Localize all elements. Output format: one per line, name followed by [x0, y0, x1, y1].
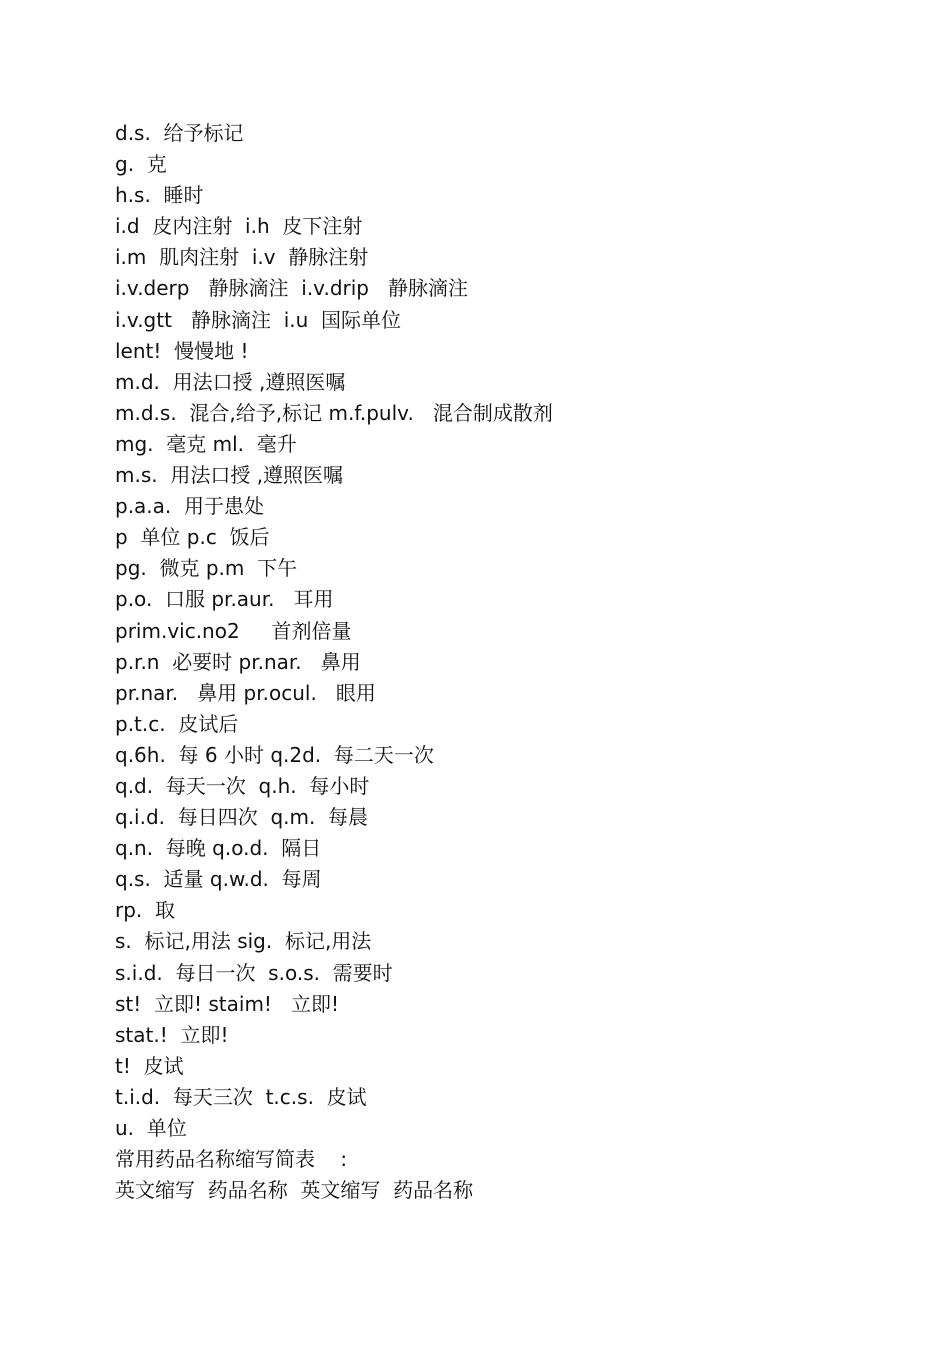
text-line: i.v.gtt 静脉滴注 i.u 国际单位 — [115, 307, 402, 332]
text-line: q.6h. 每 6 小时 q.2d. 每二天一次 — [115, 742, 434, 767]
text-line: t! 皮试 — [115, 1053, 184, 1078]
text-line: q.n. 每晚 q.o.d. 隔日 — [115, 836, 322, 861]
text-line: rp. 取 — [115, 898, 175, 923]
text-line: stat.! 立即! — [115, 1022, 229, 1047]
text-line: p 单位 p.c 饭后 — [115, 525, 270, 550]
text-line: u. 单位 — [115, 1116, 187, 1140]
text-line: p.r.n 必要时 pr.nar. 鼻用 — [115, 649, 361, 674]
text-line: i.m 肌肉注射 i.v 静脉注射 — [115, 245, 369, 270]
text-line: lent! 慢慢地 ! — [115, 338, 249, 363]
text-line: pr.nar. 鼻用 pr.ocul. 眼用 — [115, 680, 376, 705]
text-line: h.s. 睡时 — [115, 183, 204, 208]
text-line: t.i.d. 每天三次 t.c.s. 皮试 — [115, 1084, 367, 1109]
text-line: q.i.d. 每日四次 q.m. 每晨 — [115, 805, 369, 830]
text-line: pg. 微克 p.m 下午 — [115, 556, 298, 581]
text-line: mg. 毫克 ml. 毫升 — [115, 431, 297, 456]
text-line: p.t.c. 皮试后 — [115, 711, 239, 736]
text-line: p.o. 口服 pr.aur. 耳用 — [115, 587, 334, 612]
text-line: m.s. 用法口授 ,遵照医嘱 — [115, 463, 344, 488]
text-line: i.v.derp 静脉滴注 i.v.drip 静脉滴注 — [115, 276, 469, 301]
text-line: g. 克 — [115, 152, 167, 177]
text-line: prim.vic.no2 首剂倍量 — [115, 618, 352, 643]
table-header-row: 英文缩写 药品名称 英文缩写 药品名称 — [115, 1178, 474, 1203]
text-line: d.s. 给予标记 — [115, 121, 244, 145]
text-line: i.d 皮内注射 i.h 皮下注射 — [115, 214, 363, 239]
text-line: s.i.d. 每日一次 s.o.s. 需要时 — [115, 960, 393, 985]
abbreviation-list — [115, 118, 895, 1206]
text-line: p.a.a. 用于患处 — [115, 494, 264, 519]
text-line: s. 标记,用法 sig. 标记,用法 — [115, 929, 372, 954]
text-line: m.d.s. 混合,给予,标记 m.f.pulv. 混合制成散剂 — [115, 400, 553, 425]
section-heading: 常用药品名称缩写简表 : — [115, 1147, 348, 1172]
text-line: q.s. 适量 q.w.d. 每周 — [115, 867, 322, 892]
text-line: q.d. 每天一次 q.h. 每小时 — [115, 773, 370, 798]
text-line: st! 立即! staim! 立即! — [115, 991, 340, 1016]
text-line: m.d. 用法口授 ,遵照医嘱 — [115, 369, 346, 394]
